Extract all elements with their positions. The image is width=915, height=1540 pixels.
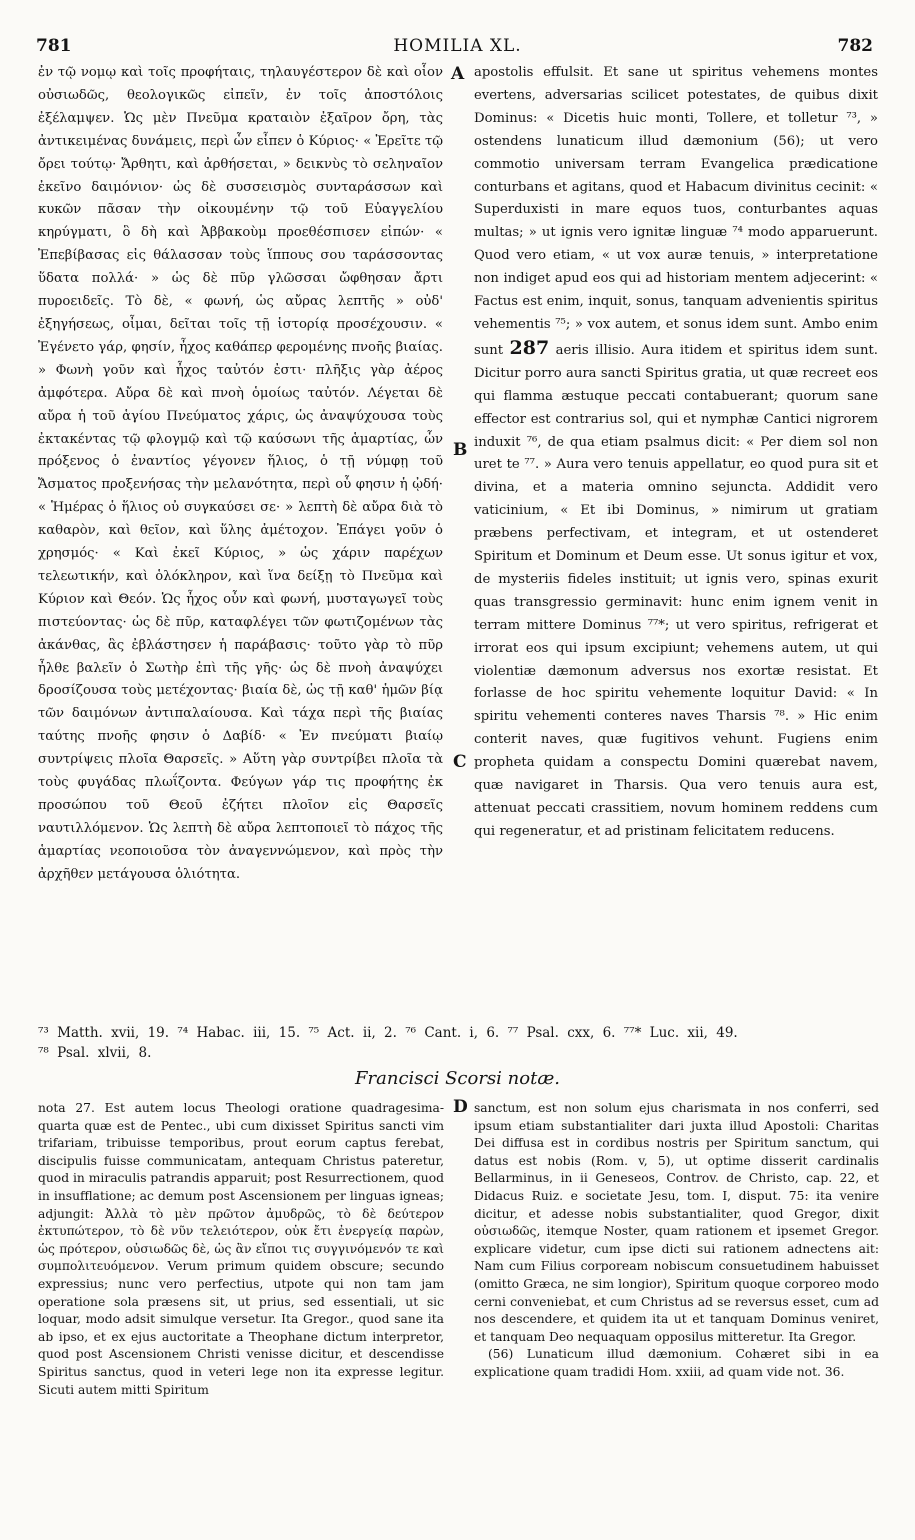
margin-letter-a: A [451,64,465,84]
footnotes [38,1023,883,1063]
latin-text-part-2: aeris illisio. Aura itidem et spiritus idem sunt. Dicitur porro aura sancti Spiritus gratia, ut quæ recreet eos qui flamma æstuque peccati contabuerant; quorum sane effector est contrarius sol, qui et nymphæ Cantici nigrorem induxit ⁷⁶, de qua etiam psalmus dicit: « Per diem sol non uret te ⁷⁷. » Aura vero tenuis appellatur, eo quod pura sit et divina, et a materia omnino sejuncta. Addidit vero vaticinium, « Et ibi Dominus, » nimirum ut gratiam præbens perfectivam, et integram, et ut ostenderet Spiritum et Dominum et Deum esse. Ut sonus igitur et vox, de mysteriis fideles instituit; ut ignis vero, spinas exurit quas transgressio germinavit: hunc enim ignem venit in terram mittere Dominus ⁷⁷*; ut vero spiritus, refrigerat et irrorat eos qui ipsum excipiunt; vehemens autem, ut qui violentiæ dæmonum adversus nos exortæ resistat. Et forlasse de hoc spiritu vehemente loquitur David: « In spiritu vehementi conteres naves Tharsis ⁷⁸. » Hic enim conterit naves, quæ fugitivos vehunt. Fugiens enim propheta quidam a conspectu Domini quærebat navem, quæ navigaret in Tharsis. Qua vero tenuis aura est, attenuat peccati crassitiem, novum hominem reddens cum qui regeneratur, et ad pristinam felicitatem reducens. [474,342,878,839]
greek-text: ἐν τῷ νομῳ καὶ τοῖς προφήταις, τηλαυγέστερον δὲ καὶ οἷον οὐσιωδῶς, θεολογικῶς εἰπεῖν, ἐν τοῖς ἀποστόλοις ἐξέλαμψεν. Ὡς μὲν Πνεῦμα κραταιὸν ἐξαῖρον ὄρη, τὰς ἀντικειμένας δυνάμεις, περὶ ὧν εἶπεν ὁ Κύριος· « Ἐρεῖτε τῷ ὄρει τούτῳ· Ἄρθητι, καὶ ἀρθήσεται, » δεικνὺς τὸ σεληναῖον ἐκεῖνο δαιμόνιον· ὡς δὲ συσσεισμὸς συνταράσσων καὶ κυκῶν πᾶσαν τὴν οἰκουμένην τῷ τοῦ Εὐαγγελίου κηρύγματι, ὃ δὴ καὶ Ἀββακοὺμ προεθέσπισεν εἰπών· « Ἐπεβίβασας εἰς θάλασσαν τοὺς ἵππους σου ταράσσοντας ὕδατα πολλά· » ὡς δὲ πῦρ γλῶσσαι ὤφθησαν ἄρτι πυροειδεῖς. Τὸ δὲ, « φωνή, ὡς αὔρας λεπτῆς » οὐδ' ἐξηγήσεως, οἶμαι, δεῖται τοῖς τῇ ἱστορίᾳ προσέχουσιν. « Ἐγένετο γάρ, φησίν, ἦχος καθάπερ φερομένης πνοῆς βιαίας. » Φωνὴ γοῦν καὶ ἦχος ταὐτόν ἐστι· πλῆξις γὰρ ἀέρος ἀμφότερα. Αὔρα δὲ καὶ πνοὴ ὁμοίως ταὐτόν. Λέγεται δὲ αὔρα ἡ τοῦ ἁγίου Πνεύματος χάρις, ὡς ἀναψύχουσα τοὺς ἐκτακέντας τῷ φλογμῷ καὶ τῷ καύσωνι τῆς ἁμαρτίας, ὧν πρόξενος ὁ ἐναντίος γέγονεν ἥλιος, ὁ τῇ νύμφῃ τοῦ Ἄσματος προξενήσας τὴν μελανότητα, περὶ οὗ φησιν ἡ ᾠδή· « Ἡμέρας ὁ ἥλιος οὐ συγκαύσει σε· » λεπτὴ δὲ αὔρα διὰ τὸ καθαρὸν, καὶ θεῖον, καὶ ὕλης ἀμέτοχον. Ἐπάγει γοῦν ὁ χρησμός· « Καὶ ἐκεῖ Κύριος, » ὡς χάριν παρέχων τελεωτικήν, καὶ ὁλόκληρον, καὶ ἵνα δείξῃ τὸ Πνεῦμα καὶ Κύριον καὶ Θεόν. Ὡς ἦχος οὖν καὶ φωνή, μυσταγωγεῖ τοὺς πιστεύοντας· ὡς δὲ πῦρ, καταφλέγει τῶν φωτιζομένων τὰς ἀκάνθας, ἃς ἐβλάστησεν ἡ παράβασις· τοῦτο γὰρ τὸ πῦρ ἦλθε βαλεῖν ὁ Σωτὴρ ἐπὶ τῆς γῆς· ὡς δὲ πνοὴ ἀναψύχει δροσίζουσα τοὺς μετέχοντας· βιαία δὲ, ὡς τῇ καθ' ἡμῶν βίᾳ τῶν δαιμόνων ἀντιπαλαίουσα. Καὶ τάχα περὶ τῆς βιαίας ταύτης πνοῆς φησιν ὁ Δαβίδ· « Ἐν πνεύματι βιαίῳ συντρίψεις πλοῖα Θαρσεῖς. » Αὕτη γὰρ συντρίβει πλοῖα τὰ τοὺς φυγάδας πλωΐζοντα. Φεύγων γάρ τις προφήτης ἐκ προσώπου τοῦ Θεοῦ ἐζήτει πλοῖον εἰς Θαρσεῖς ναυτιλλόμενον. Ὡς λεπτὴ δὲ αὔρα λεπτοποιεῖ τὸ πάχος τῆς ἁμαρτίας νεοποιοῦσα τὸν ἀναγεννώμενον, καὶ πρὸς τὴν ἀρχῆθεν μετάγουσα ὁλιότητα. [38,65,443,882]
note-56-text: (56) Lunaticum illud dæmonium. Cohæret sibi in ea explicatione quam tradidi Hom. xxiii, ad quam vide not. 36. [474,1347,879,1379]
latin-text-column [474,62,878,1022]
right-page-number: 782 [837,36,873,56]
note-continuation-text: sanctum, est non solum ejus charismata in nos conferri, sed ipsum etiam substantialiter dari juxta illud Apostoli: Charitas Dei diffusa est in cordibus nostris per Spiritum sanctum, qui datus est nobis (Rom. v, 5), ut optime disserit cardinalis Bellarminus, in ii Geneseos, Controv. de Christo, cap. 22, et Didacus Ruiz. e societate Jesu, tom. I, disput. 75: ita venire dicitur, et adesse nobis substantialiter, quod Gregor, dixit οὐσιωδῶς, itemque Noster, quam rationem et ipsemet Gregor. explicare videtur, cum ipse dicti sui rationem adnectens ait: Nam cum Filius corpoream nobiscum consuetudinem habuisset (omitto Græca, ne sim longior), Spiritum quoque corporeo modo cerni conveniebat, et cum Christus ad se reversus esset, cum ad nos descendere, et quidem ita ut et tanquam Dominus veniret, et tanquam Deo nequaquam opposilus mitteretur. Ita Gregor. [474,1101,879,1344]
note-27-text: nota 27. Est autem locus Theologi oratione quadragesima-quarta quæ est de Pentec., ubi cum dixisset Spiritus sancti vim trifariam, tribuisse temporibus, prout eorum captus ferebat, discipulis fuisse communicatam, antequam Christus pateretur, quod in miraculis patrandis apparuit; post Resurrectionem, quod in insufflatione; ac demum post Ascensionem per linguas igneas; adjungit: Ἀλλὰ τὸ μὲν πρῶτον ἀμυδρῶς, τὸ δὲ δεύτερον ἐκτυπώτερον, τὸ δὲ νῦν τελειότερον, οὐκ ἔτι ἐνεργείᾳ παρὼν, ὡς πρότερον, οὐσιωδῶς δὲ, ὡς ἂν εἴποι τις συγγινόμενόν τε καὶ συμπολιτευόμενον. Verum primum quidem obscure; secundo expressius; nunc vero perfectius, utpote qui non tam jam operatione sola præsens sit, ut prius, sed essentiali, ut sic loquar, modo adsit simulque versetur. Ita Gregor., quod sane ita ab ipso, et ex ejus auctoritate a Theophane dictum interpretor, quod post Ascensionem Christi venisse dicitur, et descendisse Spiritus sanctus, quod in veteri lege non ita expresse legitur. Sicuti autem mitti Spiritum [38,1101,444,1397]
footnote-line-2: ⁷⁸ Psal. xlvii, 8. [38,1045,152,1061]
greek-text-column [38,62,443,1022]
notes-right-column [474,1100,879,1445]
left-page-number: 781 [36,36,72,56]
margin-letter-c: C [453,752,467,772]
notes-left-column [38,1100,444,1440]
margin-letter-b: B [453,440,468,460]
latin-text-part-1: apostolis effulsit. Et sane ut spiritus vehemens montes evertens, adversarias scilicet potestates, de quibus dixit Dominus: « Dicetis huic monti, Tollere, et tolletur ⁷³, » ostendens lunaticum illud dæmonium (56); ut vero commotio universam terram Evangelica prædicatione conturbans et agitans, quod et Habacum divinitus cecinit: « Superduxisti in mare equos tuos, conturbantes aquas multas; » ut ignis vero ignitæ linguæ ⁷⁴ modo apparuerunt. Quod vero etiam, « ut vox auræ tenuis, » interpretatione non indiget apud eos qui ad historiam mentem adjecerint: « Factus est enim, inquit, sonus, tanquam advenientis spiritus vehementis ⁷⁵; » vox autem, et sonus idem sunt. Ambo enim sunt [474,65,878,358]
notes-heading: Francisci Scorsi notæ. [355,1068,560,1089]
footnote-line-1: ⁷³ Matth. xvii, 19. ⁷⁴ Habac. iii, 15. ⁷⁵ Act. ii, 2. ⁷⁶ Cant. i, 6. ⁷⁷ Psal. cxx, 6. ⁷⁷* Luc. xii, 49. [38,1025,738,1041]
latin-text [474,62,878,844]
running-title: HOMILIA XL. [393,36,522,56]
column-number: 287 [509,336,550,359]
margin-letter-d: D [453,1097,468,1117]
